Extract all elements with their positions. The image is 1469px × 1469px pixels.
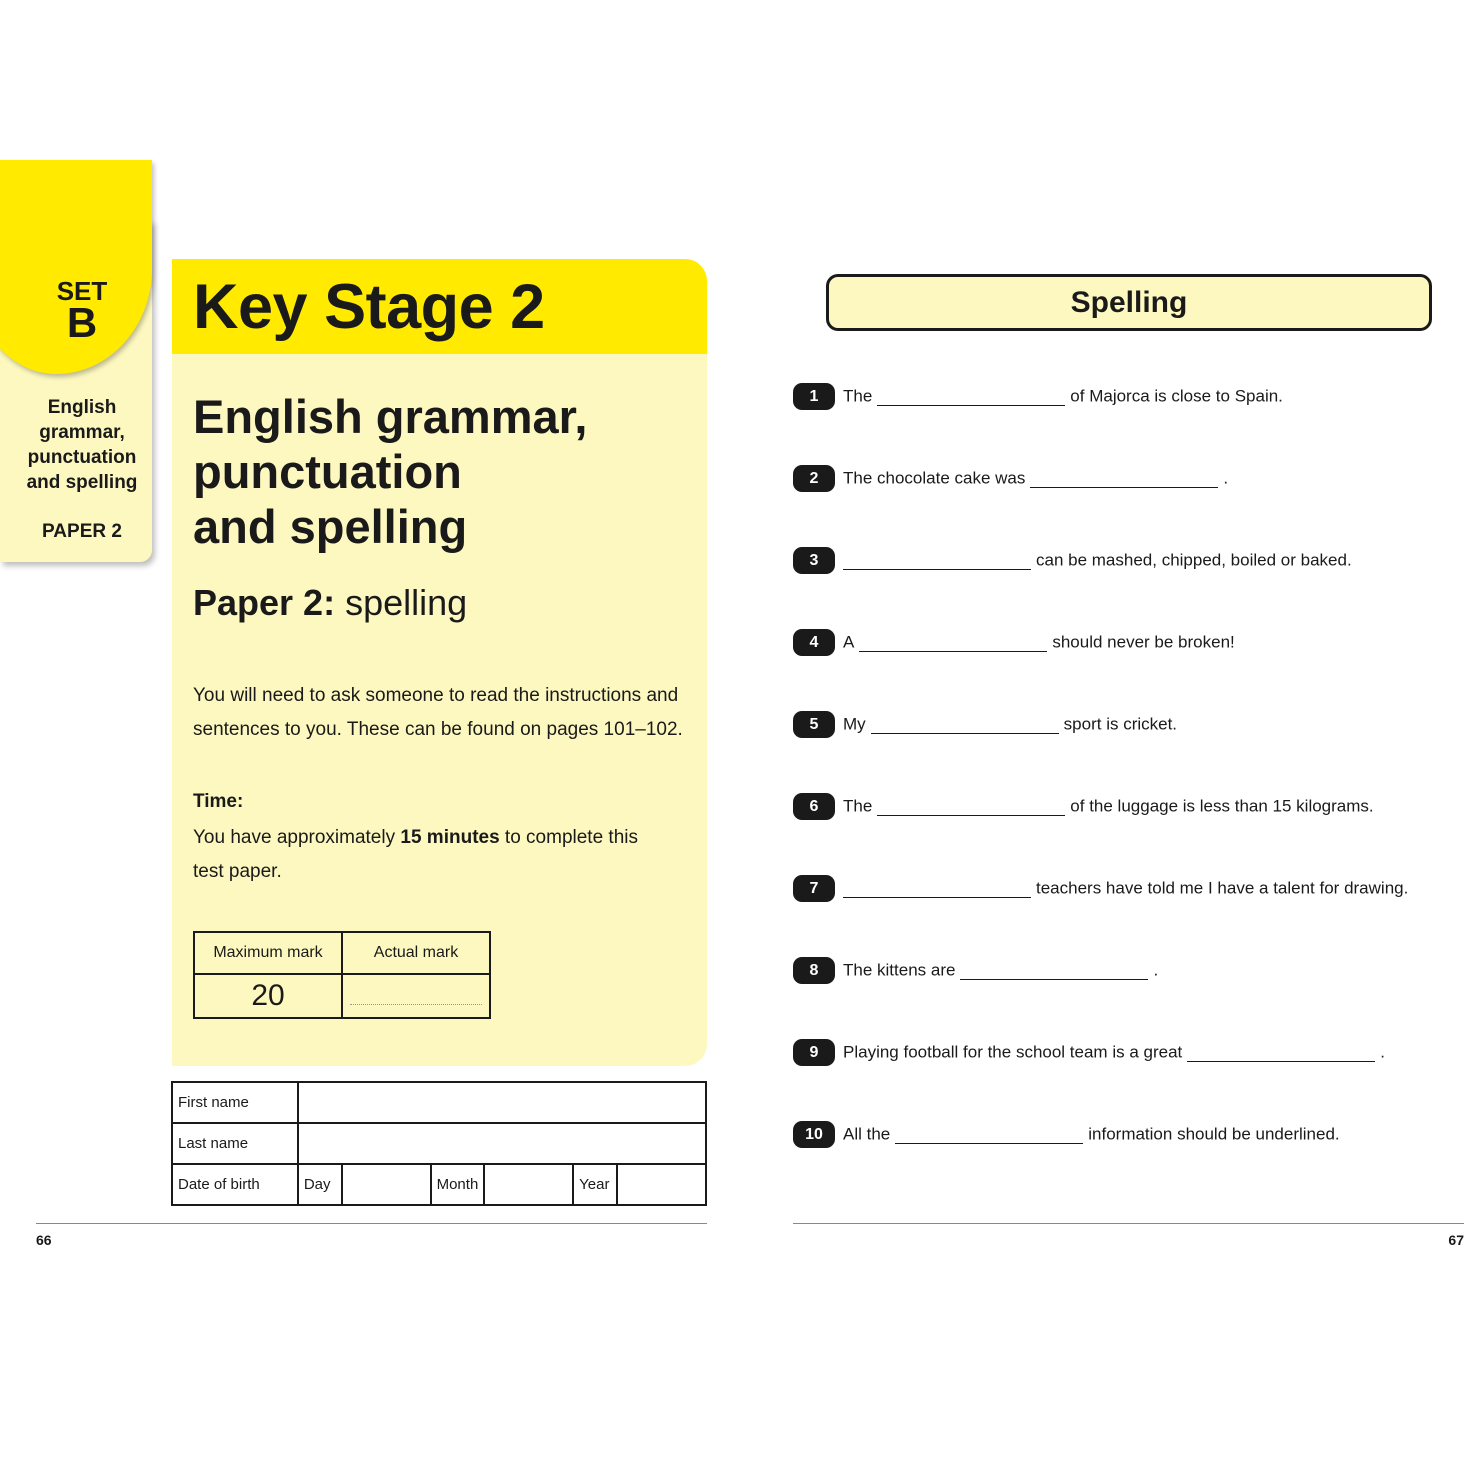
question-row [793,1039,1385,1069]
mark-table [193,931,491,1019]
cover-paper-bold: Paper 2: [193,582,336,623]
set-subject-line: grammar, [39,422,125,443]
question-after: can be mashed, chipped, boiled or baked. [1036,550,1352,570]
answer-blank[interactable] [877,798,1065,816]
question-number: 7 [793,875,835,902]
question-number: 3 [793,547,835,574]
question-before: The [843,386,873,406]
answer-blank[interactable] [859,634,1047,652]
spelling-heading: Spelling [826,274,1432,331]
question-row [793,957,1158,987]
question-row [793,793,1374,823]
time-heading: Time: [193,791,244,812]
actual-mark-label: Actual mark [342,932,490,974]
question-before: My [843,714,866,734]
question-number: 1 [793,383,835,410]
question-after: sport is cricket. [1063,714,1178,734]
pupil-details-table [171,1081,707,1206]
actual-mark-field[interactable] [342,974,490,1018]
set-paper-label: PAPER 2 [42,521,122,542]
answer-blank[interactable] [1030,470,1218,488]
question-after: . [1380,1042,1385,1062]
year-label: Year [573,1164,617,1205]
question-row [793,383,1283,413]
cover-subject-line: and spelling [193,500,468,553]
set-subject-line: English [47,397,117,418]
last-name-label: Last name [172,1123,298,1164]
question-after: teachers have told me I have a talent for drawing. [1036,878,1409,898]
question-after: . [1153,960,1159,980]
last-name-field[interactable] [298,1123,706,1164]
question-row [793,629,1235,659]
month-label: Month [431,1164,485,1205]
answer-blank[interactable] [843,552,1031,570]
set-label: SET [56,276,108,306]
time-bold: 15 minutes [400,827,500,848]
question-after: information should be underlined. [1088,1124,1340,1144]
first-name-label: First name [172,1082,298,1123]
page-number-right: 67 [1448,1232,1464,1248]
question-after: of Majorca is close to Spain. [1070,386,1283,406]
cover-paper-title [193,581,467,625]
first-name-field[interactable] [298,1082,706,1123]
question-before: The kittens are [843,960,956,980]
question-number: 9 [793,1039,835,1066]
day-label: Day [298,1164,342,1205]
cover-subject-line: punctuation [193,445,462,498]
page-title: Key Stage 2 [193,272,545,342]
dotted-line [350,1004,482,1005]
question-number: 4 [793,629,835,656]
cover-instructions: You will need to ask someone to read the instructions and sentences to you. These can be found on pages 101–102. [193,685,683,740]
answer-blank[interactable] [895,1126,1083,1144]
footer-rule-left [36,1223,707,1224]
set-tab [0,220,152,562]
footer-rule-right [793,1223,1464,1224]
time-text [193,821,663,889]
question-row [793,547,1352,577]
set-subject-line: punctuation [27,447,137,468]
question-before: Playing football for the school team is a great [843,1042,1183,1062]
answer-blank[interactable] [1187,1044,1375,1062]
question-after: should never be broken! [1052,632,1235,652]
max-mark-label: Maximum mark [194,932,342,974]
question-before: A [843,632,855,652]
answer-blank[interactable] [871,716,1059,734]
question-number: 6 [793,793,835,820]
cover-subject [193,389,587,554]
question-before: All the [843,1124,891,1144]
answer-blank[interactable] [877,388,1065,406]
max-mark-value: 20 [194,974,342,1018]
cover-panel [172,259,707,1066]
question-row [793,1121,1340,1151]
question-after: of the luggage is less than 15 kilograms. [1070,796,1374,816]
month-field[interactable] [484,1164,573,1205]
set-letter: B [66,299,98,346]
set-subject-line: and spelling [26,472,138,493]
day-field[interactable] [342,1164,431,1205]
question-row [793,875,1408,905]
time-post: to complete this test paper. [193,827,638,882]
answer-blank[interactable] [843,880,1031,898]
question-number: 5 [793,711,835,738]
time-pre: You have approximately [193,827,401,848]
cover-paper-rest: spelling [335,582,468,623]
question-before: The [843,796,873,816]
question-before: The chocolate cake was [843,468,1026,488]
year-field[interactable] [617,1164,706,1205]
page-number-left: 66 [36,1232,52,1248]
set-subject [0,395,164,495]
cover-subject-line: English grammar, [193,390,588,443]
dob-label: Date of birth [172,1164,298,1205]
answer-blank[interactable] [960,962,1148,980]
question-row [793,465,1228,495]
question-after: . [1223,468,1229,488]
question-number: 2 [793,465,835,492]
question-number: 10 [793,1121,835,1148]
question-row [793,711,1177,741]
question-number: 8 [793,957,835,984]
